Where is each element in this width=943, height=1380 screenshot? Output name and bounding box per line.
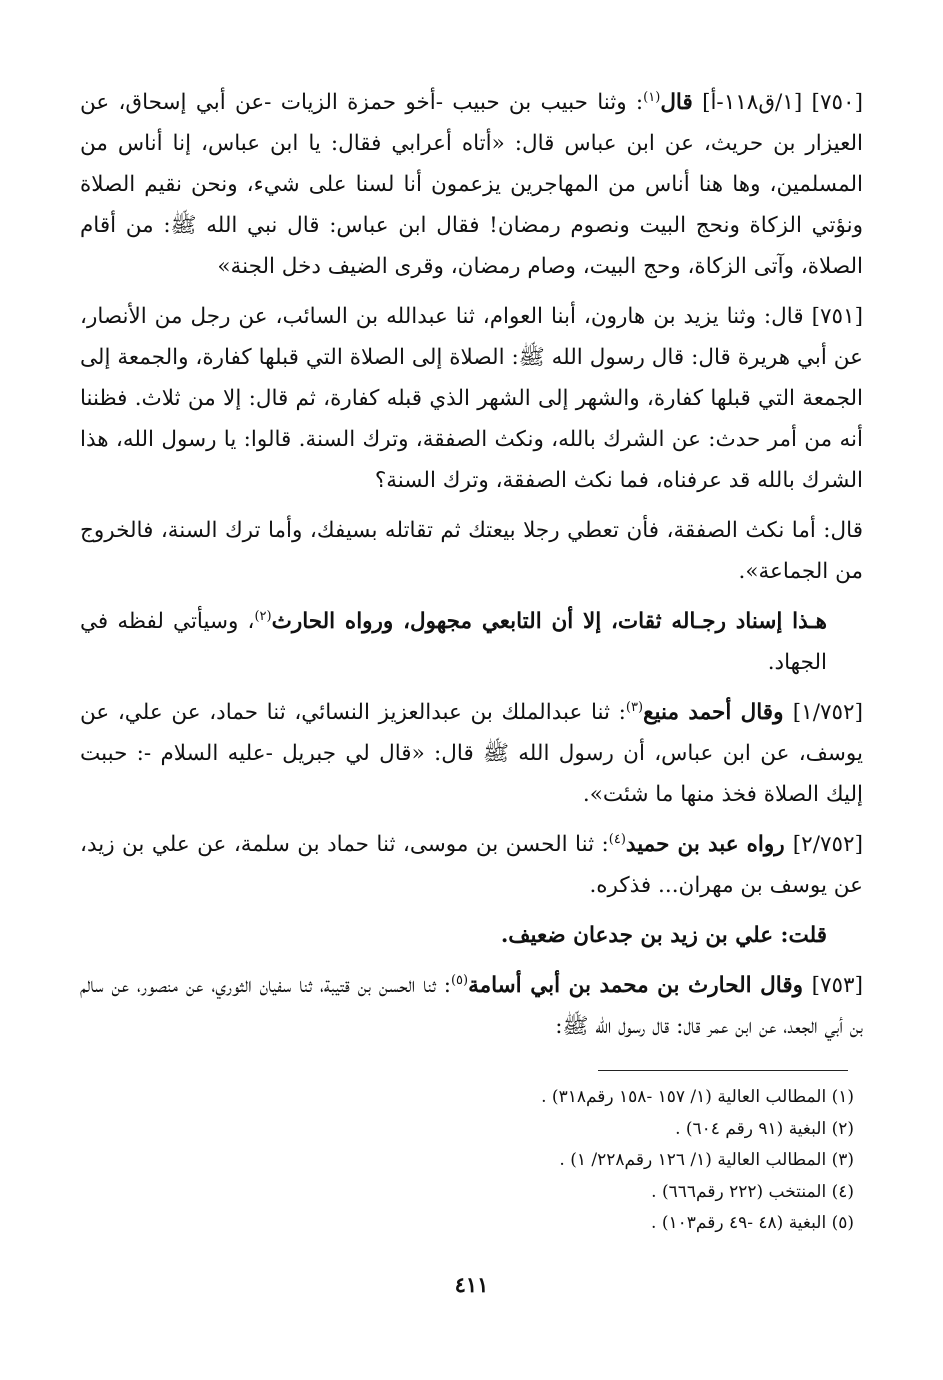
comment-text: ، وسيأتي لفظه في الجهاد.	[80, 609, 827, 675]
manuscript-ref: [١/ق١١٨-أ]	[702, 90, 803, 115]
footnote-4: (٤) المنتخب (٢٢٢ رقم٦٦٦) .	[651, 1181, 854, 1202]
page-number: ٤١١	[454, 1272, 489, 1297]
hadith-text: : ثنا عبدالملك بن عبدالعزيز النسائي، ثنا حماد، عن علي، عن يوسف، عن ابن عباس، أن رسول الله ﷺ قال: «قال لي جبريل -عليه السلام -: حببت إليك الصلاة فخذ منها ما شئت».	[80, 700, 863, 807]
narrator-lead: رواه عبد بن حميد	[625, 832, 793, 857]
hadith-752-2	[80, 824, 863, 906]
hadith-number: [٧٥١]	[811, 304, 863, 329]
hadith-752-1	[80, 692, 863, 815]
footnote-5: (٥) البغية (٤٨ -٤٩ رقم١٠٣) .	[651, 1213, 854, 1233]
isnad-comment	[80, 601, 863, 683]
hadith-text: : وثنا حبيب بن حبيب -أخو حمزة الزيات -عن أبي إسحاق، عن العيزار بن حريث، عن ابن عباس قال: «أتاه أعرابي فقال: يا ابن عباس، إنا أناس من المسلمين، وها هنا أناس من المهاجرين يزعمون أنا لسنا على شيء، ونحن نقيم الصلاة ونؤتي الزكاة ونحج البيت ونصوم رمضان! فقال ابن عباس: قال نبي الله ﷺ: من أقام الصلاة، وآتى الزكاة، وحج البيت، وصام رمضان، وقرى الضيف دخل الجنة»	[80, 90, 863, 279]
footnote-2: (٢) البغية (٩١ رقم ٦٠٤) .	[675, 1118, 854, 1139]
hadith-751-continued	[80, 510, 863, 592]
hadith-text: : ثنا الحسن بن موسى، ثنا حماد بن سلمة، عن علي بن زيد، عن يوسف بن مهران... فذكره.	[80, 832, 863, 898]
hadith-text: قال: أما نكث الصفقة، فأن تعطي رجلا بيعتك ثم تقاتله بسيفك، وأما ترك السنة، فالخروج من الجماعة».	[80, 518, 863, 584]
footnote-3: (٣) المطالب العالية (١/ ١٢٦ رقم٢٢٨/ ١) .	[559, 1150, 854, 1170]
main-text	[80, 82, 863, 1056]
footnote-1: (١) المطالب العالية (١/ ١٥٧ -١٥٨ رقم٣١٨) .	[541, 1087, 854, 1107]
hadith-text: قال: وثنا يزيد بن هارون، أبنا العوام، ثنا عبدالله بن السائب، عن رجل من الأنصار، عن أبي هريرة قال: قال رسول الله ﷺ: الصلاة إلى الصلاة التي قبلها كفارة، والجمعة إلى الجمعة التي قبلها كفارة، والشهر إلى الشهر الذي قبله كفارة، ثم قال: إلا من ثلاث. فظننا أنه من أمر حدث: عن الشرك بالله، ونكث الصفقة، وترك السنة. قالوا: يا رسول الله، هذا الشرك بالله قد عرفناه، فما نكث الصفقة، وترك السنة؟	[80, 304, 863, 493]
hadith-number: [٢/٧٥٢]	[792, 832, 863, 857]
narrator-lead: قال	[660, 90, 693, 115]
hadith-number: [٧٥٣]	[811, 973, 863, 998]
note-bold: قلت: علي بن زيد بن جدعان ضعيف.	[500, 923, 827, 948]
hadith-number: [٧٥٠]	[811, 90, 863, 115]
narrator-lead: وقال أحمد منيع	[643, 700, 793, 725]
hadith-text: : ثنا الحسن بن قتيبة، ثنا سفيان الثوري، عن منصور، عن سالم بن أبي الجعد، عن ابن عمر قال: قال رسول الله ﷺ:	[80, 973, 863, 1039]
footnotes	[360, 1082, 854, 1240]
hadith-753	[80, 965, 863, 1047]
author-note	[80, 915, 863, 956]
footnote-marker: (١)	[643, 89, 661, 105]
footnote-divider	[598, 1070, 848, 1071]
footnote-marker: (٣)	[625, 699, 644, 715]
hadith-750	[80, 82, 863, 287]
footnote-marker: (٢)	[254, 608, 272, 624]
footnote-marker: (٤)	[608, 831, 626, 847]
hadith-751	[80, 296, 863, 501]
narrator-lead: وقال الحارث بن محمد بن أبي أسامة	[468, 973, 812, 998]
hadith-number: [١/٧٥٢]	[792, 700, 863, 725]
footnote-marker: (٥)	[450, 972, 469, 988]
comment-bold: هـذا إسناد رجـاله ثقات، إلا أن التابعي مجهول، ورواه الحارث	[271, 609, 827, 634]
